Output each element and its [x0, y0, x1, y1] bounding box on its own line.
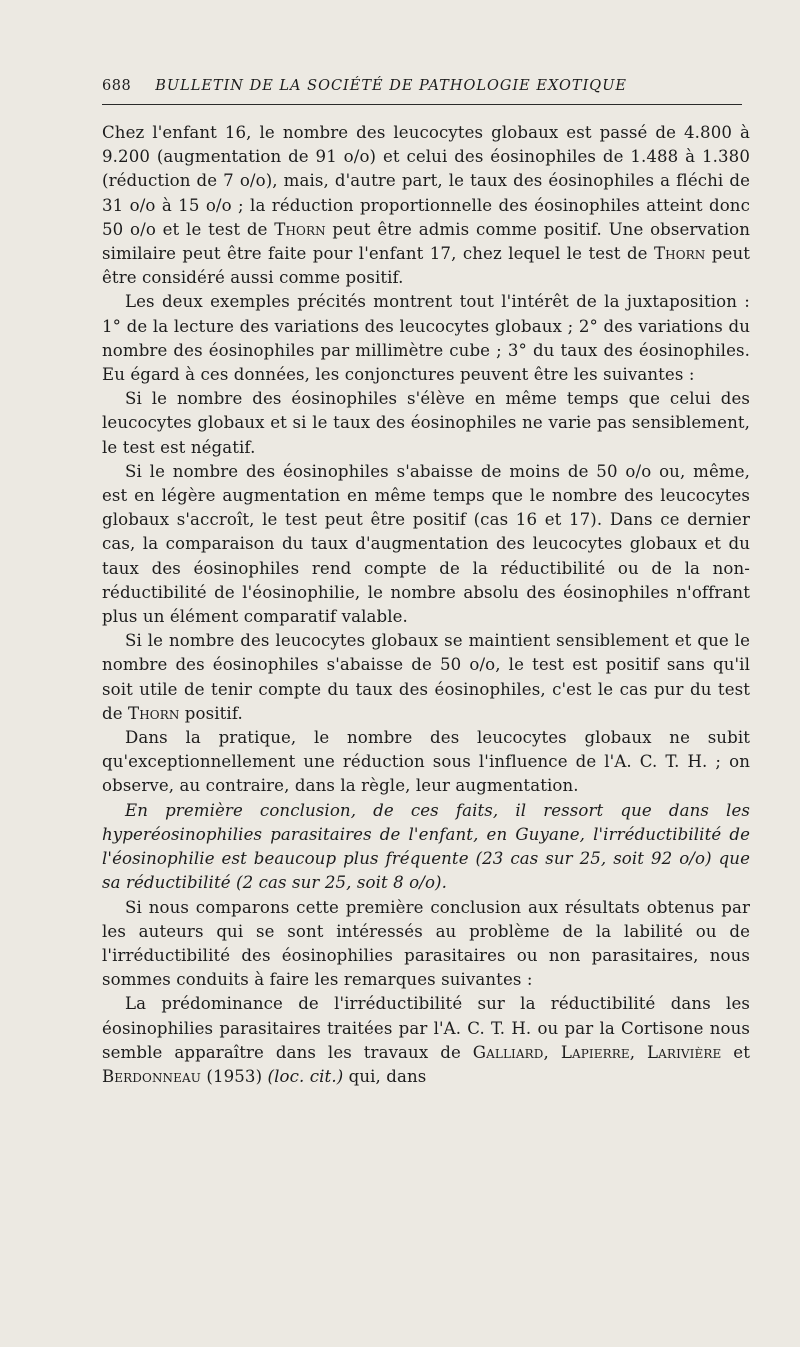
author-name: Galliard — [472, 1042, 544, 1062]
text-run: et — [721, 1042, 750, 1062]
paragraph-2: Les deux exemples précités montrent tout l'intérêt de la juxtaposition : 1° de la lecture des variations des leucocytes globaux ; 2° des variations du nombre des éosinophiles par millimètre cube ; 3° du taux des éosinophiles. Eu égard à ces données, les conjonctures peuvent être les suivantes : — [102, 292, 750, 385]
text-run: (1953) — [201, 1066, 268, 1086]
paragraph-7-conclusion: En première conclusion, de ces faits, il ressort que dans les hyperéosinophilies parasitaires de l'enfant, en Guyane, l'irréductibilité de l'éosinophilie est beaucoup plus fréquente (23 cas sur 25, soit 92 o/o) que sa réductibilité (2 cas sur 25, soit 8 o/o). — [102, 800, 750, 893]
text-run: La prédominance de l'irréductibilité sur la réductibilité dans les éosinophilies parasitaires traitées par l'A. C. T. H. ou par la Cortisone nous semble apparaître dans les travaux de — [102, 994, 750, 1062]
page-number: 688 — [102, 78, 132, 94]
author-name: Larivière — [647, 1042, 722, 1062]
running-header — [102, 74, 750, 98]
body-text — [102, 121, 750, 1089]
citation: (loc. cit.) — [267, 1066, 344, 1086]
paragraph-8: Si nous comparons cette première conclusion aux résultats obtenus par les auteurs qui se sont intéressés au problème de la labilité ou de l'irréductibilité des éosinophilies parasitaires ou non parasitaires, nous sommes conduits à faire les remarques suivantes : — [102, 897, 750, 990]
paragraph-3: Si le nombre des éosinophiles s'élève en même temps que celui des leucocytes globaux et si le taux des éosinophiles ne varie pas sensiblement, le test est négatif. — [102, 389, 750, 457]
text-run: , — [543, 1042, 561, 1062]
text-run: peut être considéré aussi comme positif. — [102, 244, 751, 288]
book-page — [102, 74, 750, 1089]
author-name: Thorn — [654, 244, 706, 264]
paragraph-1 — [102, 121, 750, 290]
paragraph-5 — [102, 629, 750, 726]
text-run: , — [629, 1042, 648, 1062]
text-run: peut être admis comme positif. Une observation similaire peut être faite pour l'enfant 17, chez lequel le test de — [102, 219, 750, 264]
paragraph-6: Dans la pratique, le nombre des leucocytes globaux ne subit qu'exceptionnellement une réduction sous l'influence de l'A. C. T. H. ; on observe, au contraire, dans la règle, leur augmentation. — [102, 728, 750, 796]
author-name: Thorn — [274, 219, 326, 239]
author-name: Lapierre — [560, 1042, 630, 1062]
paragraph-9 — [102, 992, 750, 1089]
author-name: Berdonneau — [102, 1066, 201, 1086]
header-rule — [102, 104, 742, 105]
author-name: Thorn — [128, 703, 180, 723]
running-title: BULLETIN DE LA SOCIÉTÉ DE PATHOLOGIE EXOTIQUE — [155, 78, 628, 94]
text-run: Chez l'enfant 16, le nombre des leucocytes globaux est passé de 4.800 à 9.200 (augmentation de 91 o/o) et celui des éosinophiles de 1.488 à 1.380 (réduction de 7 o/o), mais, d'autre part, le taux des éosinophiles a fléchi de 31 o/o à 15 o/o ; la réduction proportionnelle des éosinophiles atteint donc 50 o/o et le test de — [102, 123, 750, 239]
paragraph-4: Si le nombre des éosinophiles s'abaisse de moins de 50 o/o ou, même, est en légère augmentation en même temps que le nombre des leucocytes globaux s'accroît, le test peut être positif (cas 16 et 17). Dans ce dernier cas, la comparaison du taux d'augmentation des leucocytes globaux et du taux des éosinophiles rend compte de la réductibilité ou de la non-réductibilité de l'éosinophilie, le nombre absolu des éosinophiles n'offrant plus un élément comparatif valable. — [102, 461, 750, 627]
text-run: qui, dans — [343, 1066, 427, 1086]
text-run: positif. — [179, 703, 243, 723]
text-run: Si le nombre des leucocytes globaux se maintient sensiblement et que le nombre des éosinophiles s'abaisse de 50 o/o, le test est positif sans qu'il soit utile de tenir compte du taux des éosinophiles, c'est le cas pur du test de — [102, 631, 750, 723]
